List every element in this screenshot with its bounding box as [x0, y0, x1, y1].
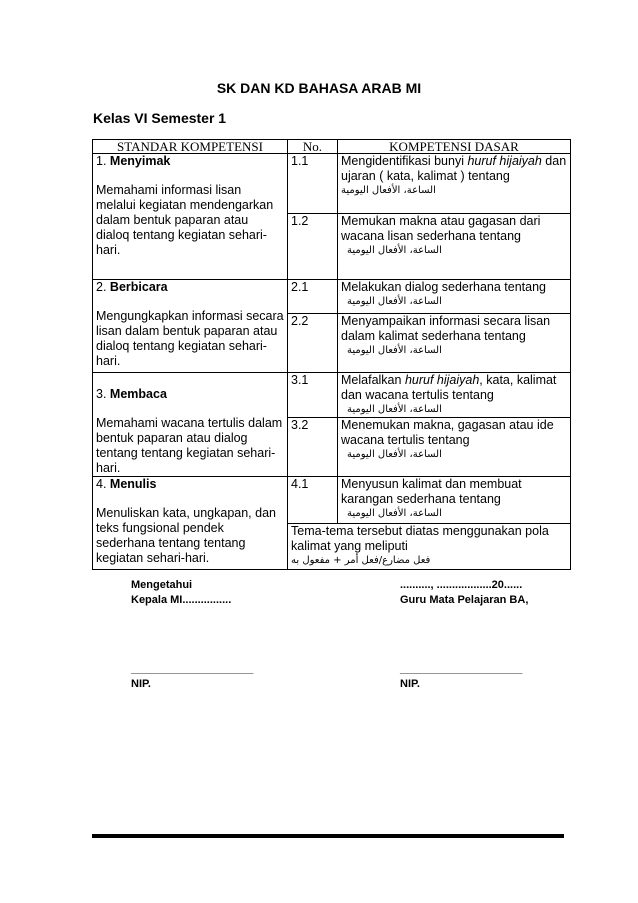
sk-cell-menyimak: [93, 154, 288, 280]
signature-left-bottom: [131, 662, 253, 692]
arabic-topic: الساعة، الأفعال اليومية: [347, 508, 442, 519]
tema-note: Tema-tema tersebut diatas menggunakan pola kalimat yang meliputi: [291, 524, 549, 553]
kd-number: 4.1: [288, 477, 338, 524]
kd-cell: Menyampaikan informasi secara lisan dalam kalimat sederhana tentang الساعة، الأفعال اليومية: [338, 314, 571, 373]
kd-number: 2.1: [288, 280, 338, 314]
table-row: [93, 477, 571, 524]
arabic-topic: الساعة، الأفعال اليومية: [347, 296, 442, 307]
document-title: SK DAN KD BAHASA ARAB MI: [216, 80, 422, 96]
sig-right-date: .........., ..................20......: [400, 579, 523, 591]
sig-left-title: Kepala MI................: [131, 594, 232, 606]
arabic-pattern: فعل مضارع/فعل أمر + مفعول به: [291, 555, 431, 566]
arabic-topic: الساعة، الأفعال اليومية: [341, 185, 436, 196]
table-row: [93, 373, 571, 418]
header-kompetensi-dasar: KOMPETENSI DASAR: [338, 140, 571, 154]
sk-name: Menulis: [109, 477, 157, 491]
sk-number: 2.: [96, 280, 107, 294]
sig-left-line: ____________________: [131, 663, 254, 675]
sig-right-line: ____________________: [400, 663, 523, 675]
sk-description: Menuliskan kata, ungkapan, dan teks fungsional pendek sederhana tentang tentang kegiatan sehari-hari.: [96, 506, 276, 565]
arabic-topic: الساعة، الأفعال اليومية: [347, 345, 442, 356]
table-row: [93, 280, 571, 314]
sk-name: Membaca: [109, 387, 167, 401]
header-no: No.: [288, 140, 338, 154]
kd-number: 3.1: [288, 373, 338, 418]
kd-cell: Menemukan makna, gagasan atau ide wacana tertulis tentang الساعة، الأفعال اليومية: [338, 418, 571, 477]
kd-cell: Memukan makna atau gagasan dari wacana lisan sederhana tentang الساعة، الأفعال اليومية: [338, 214, 571, 280]
sk-name: Menyimak: [109, 154, 171, 168]
signature-right-bottom: [400, 662, 522, 692]
competency-table: [92, 139, 571, 570]
tema-note-cell: [288, 524, 571, 570]
kd-cell: Melafalkan huruf hijaiyah, kata, kalimat dan wacana tertulis tentang الساعة، الأفعال اليومية: [338, 373, 571, 418]
sk-name: Berbicara: [109, 280, 168, 294]
sig-right-nip: NIP.: [400, 678, 420, 690]
footer-rule: [92, 834, 564, 838]
sig-right-title: Guru Mata Pelajaran BA,: [400, 594, 529, 606]
kd-cell: Melakukan dialog sederhana tentang الساعة، الأفعال اليومية: [338, 280, 571, 314]
table-header-row: [93, 140, 571, 154]
sk-cell-berbicara: [93, 280, 288, 373]
sk-description: Mengungkapkan informasi secara lisan dalam bentuk paparan atau dialoq tentang kegiatan sehari-hari.: [96, 309, 284, 368]
arabic-topic: الساعة، الأفعال اليومية: [347, 449, 442, 461]
kd-cell: Mengidentifikasi bunyi huruf hijaiyah dan ujaran ( kata, kalimat ) tentang الساعة، الأفعال اليومية: [338, 154, 571, 214]
header-standar-kompetensi: STANDAR KOMPETENSI: [93, 140, 288, 154]
sk-number: 1.: [96, 154, 107, 168]
sk-description: Memahami informasi lisan melalui kegiatan mendengarkan dalam bentuk paparan atau dialoq tentang kegiatan sehari-hari.: [96, 183, 274, 257]
arabic-topic: الساعة، الأفعال اليومية: [347, 404, 442, 415]
kd-cell: Menyusun kalimat dan membuat karangan sederhana tentang الساعة، الأفعال اليومية: [338, 477, 571, 524]
sig-left-acknowledge: Mengetahui: [131, 579, 193, 591]
kd-number: 1.2: [288, 214, 338, 280]
kd-number: 2.2: [288, 314, 338, 373]
sk-cell-membaca: [93, 373, 288, 477]
table-row: [93, 154, 571, 214]
sk-number: 3.: [96, 387, 107, 401]
sk-cell-menulis: [93, 477, 288, 570]
arabic-topic: الساعة، الأفعال اليومية: [347, 245, 442, 256]
signature-left: [131, 578, 231, 608]
sk-number: 4.: [96, 477, 107, 491]
kd-number: 3.2: [288, 418, 338, 477]
sig-left-nip: NIP.: [131, 678, 151, 690]
kd-number: 1.1: [288, 154, 338, 214]
class-semester-heading: Kelas VI Semester 1: [93, 110, 227, 126]
signature-right: [400, 578, 528, 608]
sk-description: Memahami wacana tertulis dalam bentuk paparan atau dialog tentang tentang kegiatan sehari-hari.: [96, 416, 283, 475]
